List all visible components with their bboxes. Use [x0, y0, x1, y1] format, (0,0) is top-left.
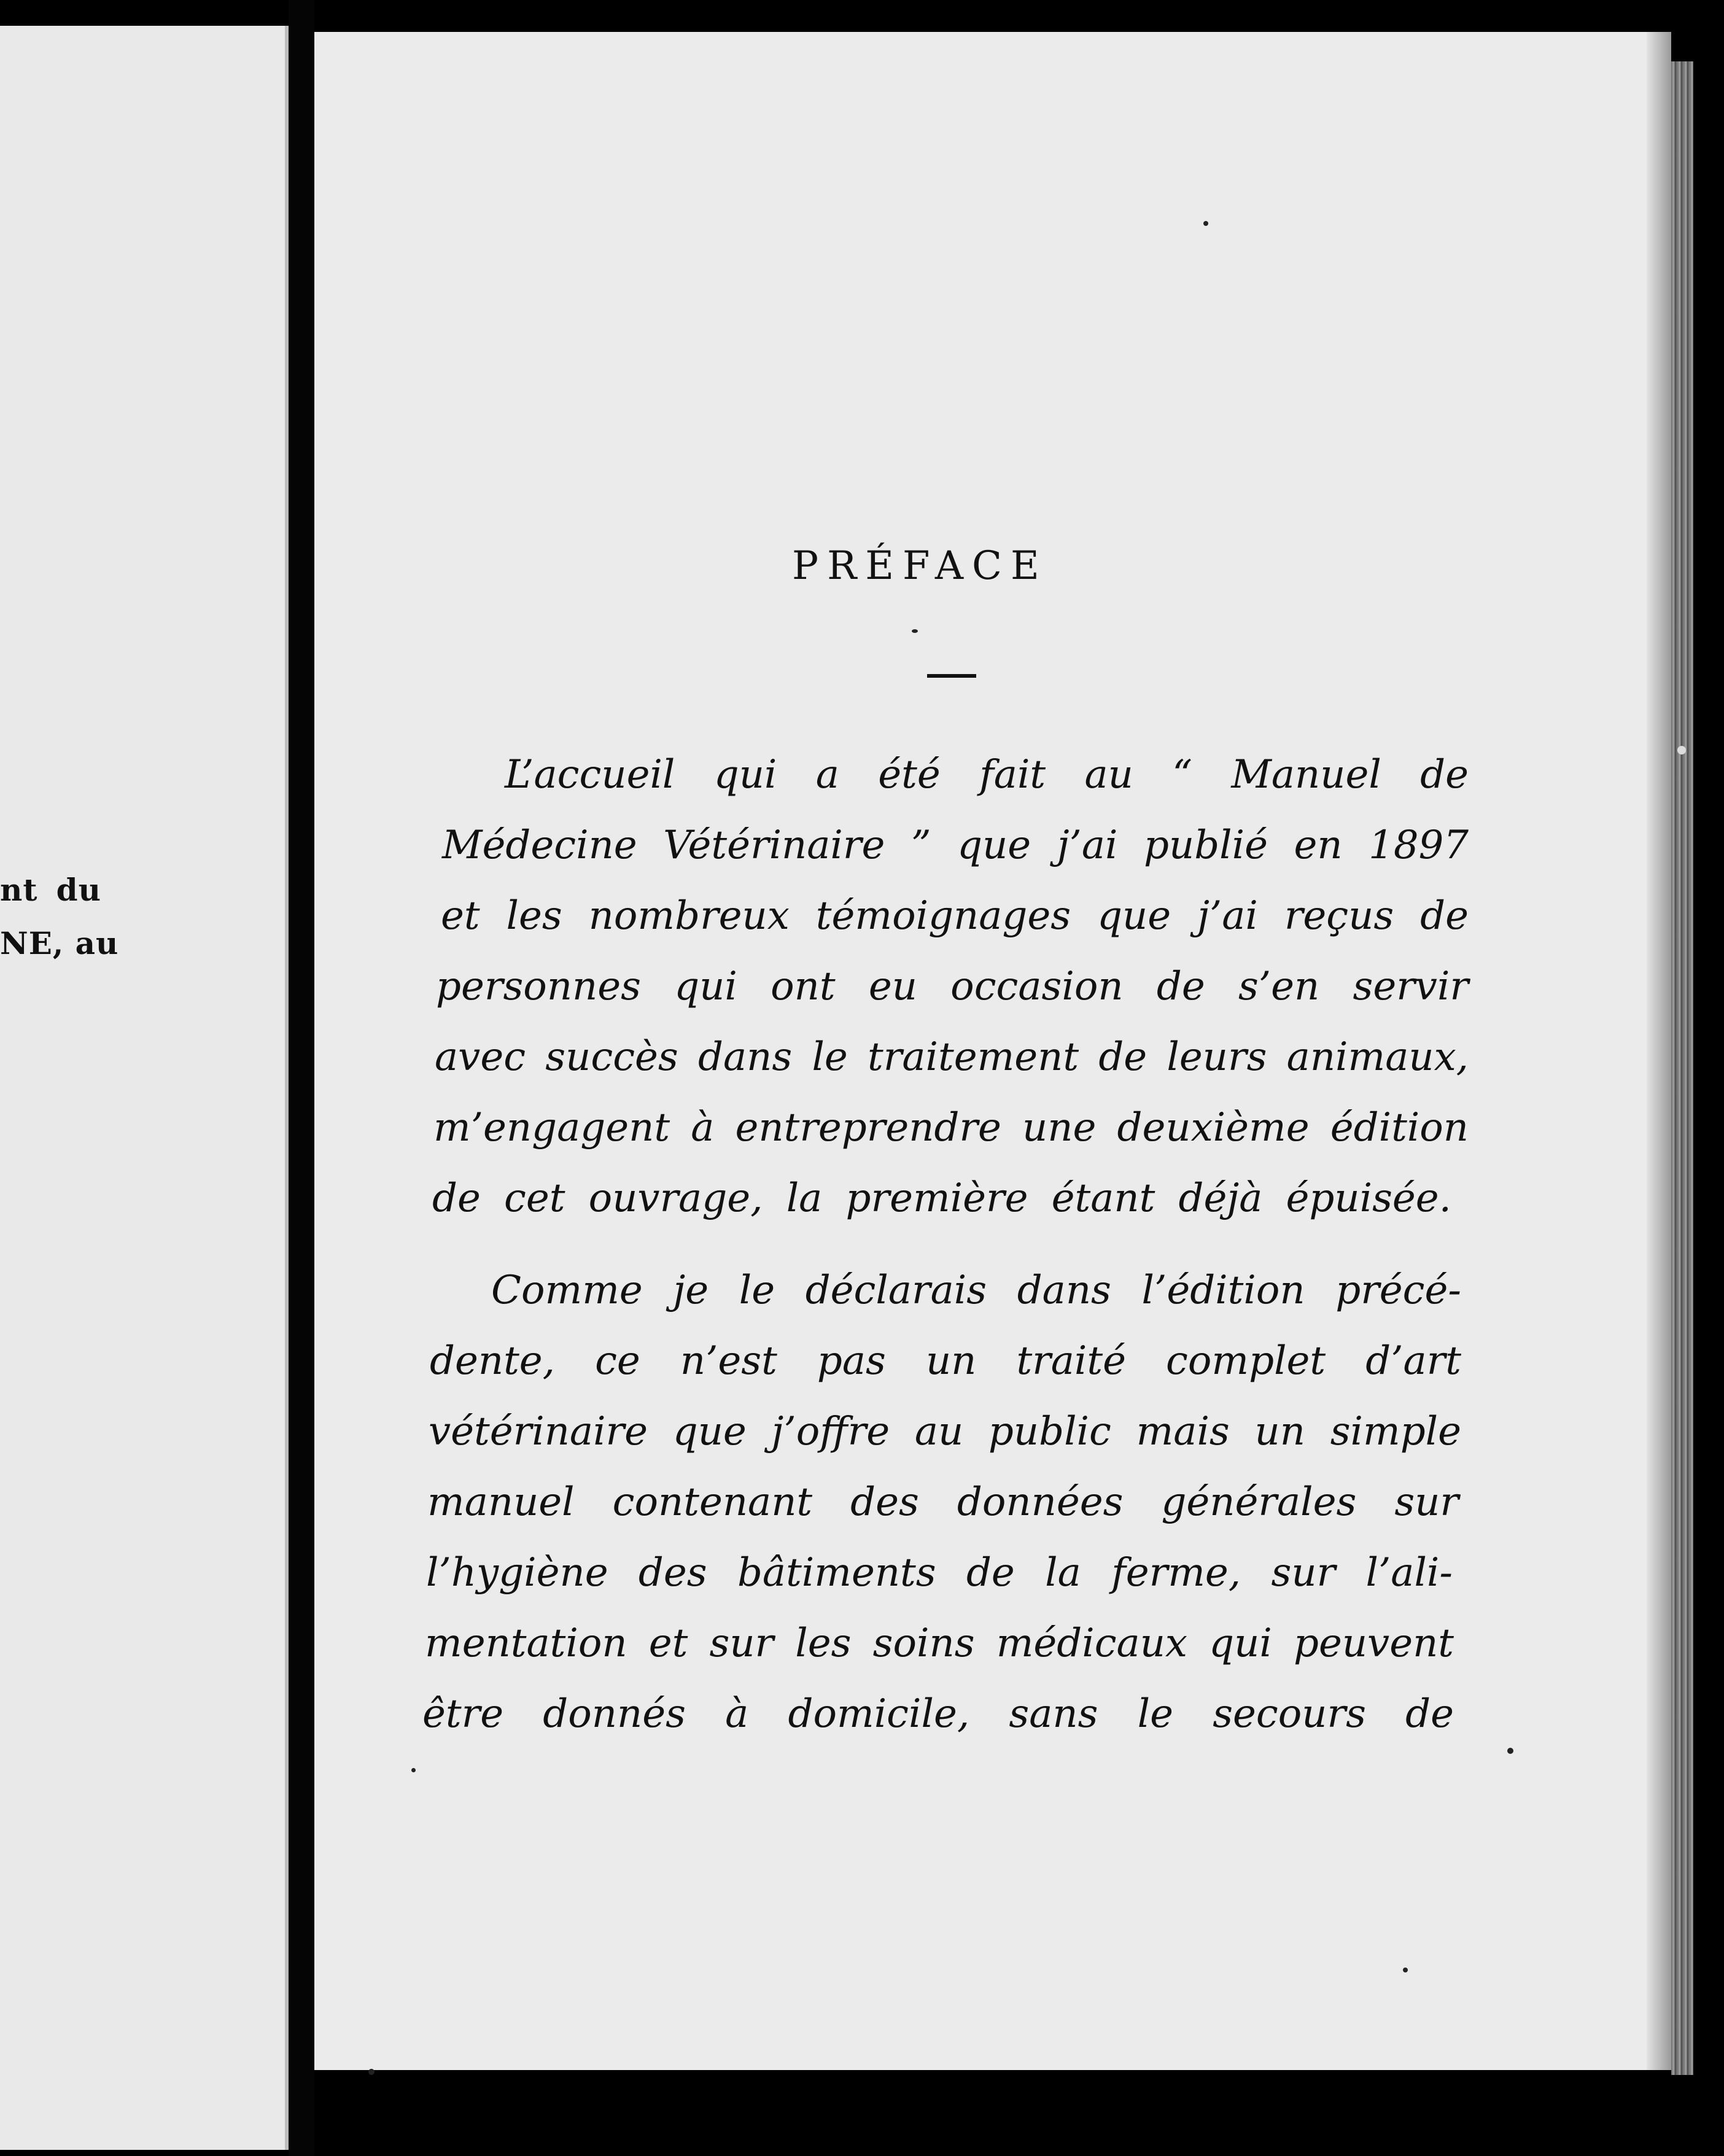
text-line: personnes qui ont eu occasion de s’en servir — [436, 964, 1469, 1009]
book-gutter — [289, 0, 314, 2156]
title-rule — [927, 674, 976, 678]
left-page — [0, 26, 289, 2150]
text-line: manuel contenant des données générales sur — [427, 1479, 1459, 1525]
text-line: L’accueil qui a été fait au “ Manuel de — [505, 752, 1469, 797]
left-page-line: nt du — [0, 872, 101, 908]
text-line: m’engagent à entreprendre une deuxième édition — [433, 1105, 1469, 1150]
scan-speck — [1403, 1968, 1408, 1972]
text-line: dente, ce n’est pas un traité complet d’art — [430, 1338, 1461, 1384]
scan-speck — [1203, 221, 1208, 226]
scan-speck — [912, 629, 918, 633]
text-line: vétérinaire que j’offre au public mais un simple — [429, 1409, 1461, 1454]
left-page-line: NE, au — [0, 925, 119, 961]
text-line: Médecine Vétérinaire ” que j’ai publié en 1897 — [442, 823, 1469, 868]
scan-speck — [411, 1768, 416, 1772]
page-edges — [1671, 61, 1693, 2075]
text-line: avec succès dans le traitement de leurs animaux, — [435, 1034, 1469, 1080]
text-line: Comme je le déclarais dans l’édition précé- — [491, 1268, 1461, 1313]
scan-speck — [1507, 1748, 1513, 1754]
text-line: et les nombreux témoignages que j’ai reçus de — [441, 893, 1469, 939]
page-title: PRÉFACE — [792, 543, 1048, 589]
scan-speck — [1677, 746, 1686, 754]
text-line: de cet ouvrage, la première étant déjà épuisée. — [432, 1176, 1451, 1221]
text-line: l’hygiène des bâtiments de la ferme, sur l’ali- — [426, 1550, 1453, 1596]
text-line: mentation et sur les soins médicaux qui peuvent — [425, 1621, 1454, 1666]
scan-speck — [368, 2069, 375, 2075]
text-line: être donnés à domicile, sans le secours de — [422, 1691, 1454, 1737]
right-page-edge-shadow — [1647, 32, 1671, 2070]
